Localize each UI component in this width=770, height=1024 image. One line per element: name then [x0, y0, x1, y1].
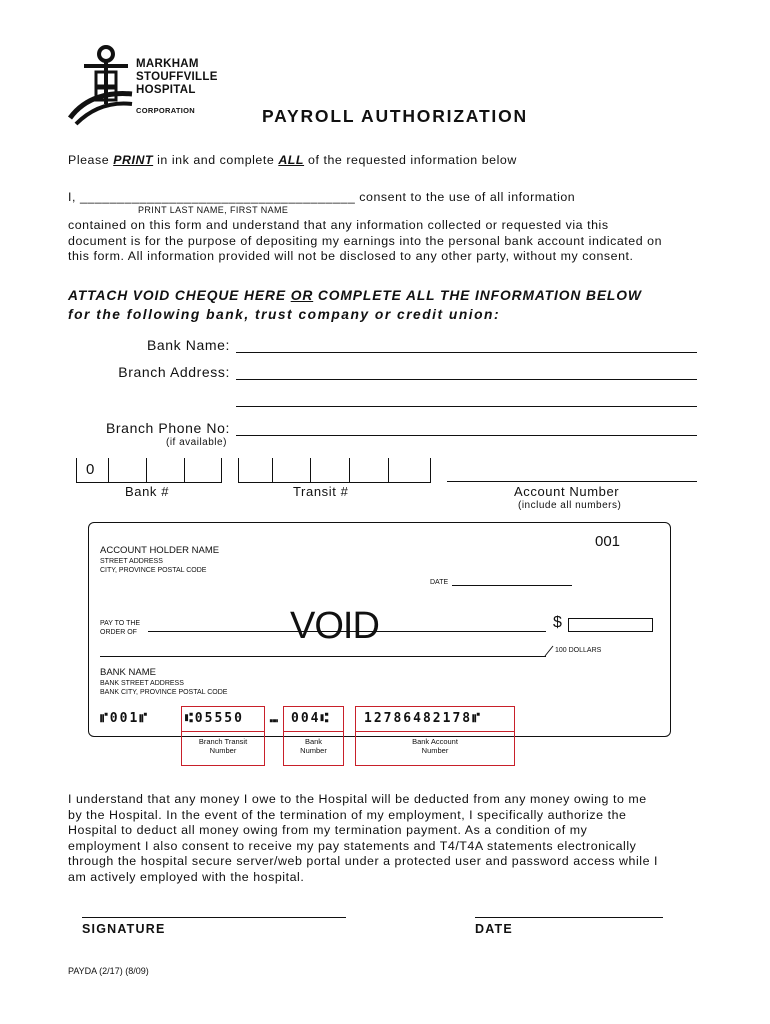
- consent-name-line: I, _____________________________________ consent to the use of all information: [68, 190, 576, 204]
- logo-line-hospital: HOSPITAL: [136, 84, 196, 96]
- consent-line-1: contained on this form and understand that any information collected or requested via this: [68, 218, 609, 232]
- account-number-note: (include all numbers): [518, 500, 622, 511]
- transit-highlight-box: [181, 706, 265, 766]
- agreement-line-1: I understand that any money I owe to the Hospital will be deducted from any money owing to me: [68, 792, 647, 806]
- cheque-holder-name: ACCOUNT HOLDER NAME: [100, 545, 220, 556]
- cheque-city: CITY, PROVINCE POSTAL CODE: [100, 567, 207, 574]
- agreement-line-5: through the hospital secure server/web portal under a protected user and password access while I: [68, 854, 659, 869]
- attach-line-1: [68, 286, 642, 305]
- bank-number-label: Bank #: [125, 484, 170, 499]
- cheque-bank-street: BANK STREET ADDRESS: [100, 680, 184, 687]
- agreement-paragraph: [68, 792, 658, 886]
- agreement-line-3: Hospital to deduct all money owing from my termination payment. As a condition of my: [68, 823, 588, 838]
- instructions-all-word: ALL: [278, 153, 305, 167]
- cheque-pay-to: [100, 619, 140, 637]
- logo-line-markham: MARKHAM: [136, 58, 199, 70]
- attach-heading: [68, 286, 642, 324]
- date-label: DATE: [475, 922, 513, 936]
- transit-caption-2: Number: [209, 746, 237, 755]
- bank-name-input[interactable]: [236, 352, 697, 353]
- branch-address-label: Branch Address:: [118, 364, 230, 380]
- cheque-slash-mark: [543, 645, 555, 657]
- instructions-prefix: Please: [68, 153, 114, 167]
- cheque-bank-name: BANK NAME: [100, 667, 156, 678]
- instructions: [68, 153, 517, 169]
- micr-bank: 004⑆: [291, 711, 331, 726]
- cheque-void-text: VOID: [290, 605, 379, 647]
- form-code: PAYDA (2/17) (8/09): [68, 966, 149, 976]
- date-line[interactable]: [475, 917, 663, 918]
- instructions-print-word: PRINT: [113, 153, 154, 167]
- cheque-bank-city: BANK CITY, PROVINCE POSTAL CODE: [100, 689, 228, 696]
- branch-phone-label: Branch Phone No:: [105, 420, 230, 436]
- bank-highlight-box: [283, 706, 344, 766]
- signature-label: SIGNATURE: [82, 922, 166, 936]
- bank-name-label: Bank Name:: [146, 337, 230, 353]
- attach-line-2: for the following bank, trust company or credit union:: [68, 307, 501, 322]
- logo-line-corporation: CORPORATION: [136, 106, 195, 115]
- branch-address-input[interactable]: [236, 379, 697, 380]
- logo-line-stouffville: STOUFFVILLE: [136, 71, 218, 83]
- signature-line[interactable]: [82, 917, 346, 918]
- account-highlight-box: [355, 706, 515, 766]
- cheque-pay-to-line-2: ORDER OF: [100, 629, 137, 636]
- branch-phone-input[interactable]: [236, 435, 697, 436]
- transit-number-label: Transit #: [293, 484, 349, 499]
- cheque-dollar-sign: $: [553, 614, 562, 631]
- account-number-label: Account Number: [514, 484, 620, 499]
- cheque-street: STREET ADDRESS: [100, 558, 163, 565]
- consent-line-3: this form. All information provided will not be disclosed to any other party, without my consent.: [68, 249, 634, 264]
- attach-line-1-a: ATTACH VOID CHEQUE HERE: [68, 288, 291, 303]
- cheque-dollars-label: 100 DOLLARS: [555, 647, 602, 654]
- attach-line-1-b: COMPLETE ALL THE INFORMATION BELOW: [313, 288, 642, 303]
- micr-cheque-number: ⑈001⑈: [100, 711, 150, 726]
- account-number-input[interactable]: [447, 481, 697, 482]
- consent-paragraph: [68, 218, 662, 265]
- cheque-date-line: [452, 585, 572, 586]
- micr-separator: ⑉: [270, 711, 280, 726]
- instructions-middle: in ink and complete: [153, 153, 279, 167]
- if-available-note: (if available): [166, 437, 227, 448]
- micr-transit: ⑆05550: [185, 711, 244, 726]
- agreement-line-2: by the Hospital. In the event of the termination of my employment, I specifically authorize the: [68, 807, 627, 822]
- cheque-date-label: DATE: [430, 579, 449, 586]
- branch-address-input-2[interactable]: [236, 406, 697, 407]
- cheque-amount-box: [568, 618, 653, 632]
- agreement-line-4: employment I also consent to receive my pay statements and T4/T4A statements electronically: [68, 838, 637, 853]
- account-caption-2: Number: [421, 746, 449, 755]
- agreement-line-6: am actively employed with the hospital.: [68, 869, 305, 884]
- bank-number-boxes[interactable]: [76, 458, 222, 483]
- hospital-logo-mark-icon: [66, 44, 138, 126]
- transit-number-boxes[interactable]: [238, 458, 431, 483]
- bank-caption-1: Bank: [304, 737, 323, 746]
- hospital-logo: [66, 44, 226, 126]
- cheque-pay-to-line-1: PAY TO THE: [100, 620, 141, 627]
- instructions-suffix: of the requested information below: [304, 153, 517, 167]
- cheque-number: 001: [595, 533, 621, 550]
- attach-or: OR: [290, 288, 314, 303]
- page-title: PAYROLL AUTHORIZATION: [262, 106, 528, 126]
- consent-line-2: document is for the purpose of depositing my earnings into the personal bank account indicated on: [68, 233, 663, 248]
- bank-caption-2: Number: [300, 746, 327, 755]
- micr-account: 12786482178⑈: [364, 711, 482, 726]
- account-caption-1: Bank Account: [412, 737, 458, 746]
- bank-number-prefill: 0: [86, 461, 95, 478]
- consent-name-caption: PRINT LAST NAME, FIRST NAME: [138, 205, 289, 215]
- transit-caption-1: Branch Transit: [198, 737, 248, 746]
- cheque-amount-words-line: [100, 656, 546, 657]
